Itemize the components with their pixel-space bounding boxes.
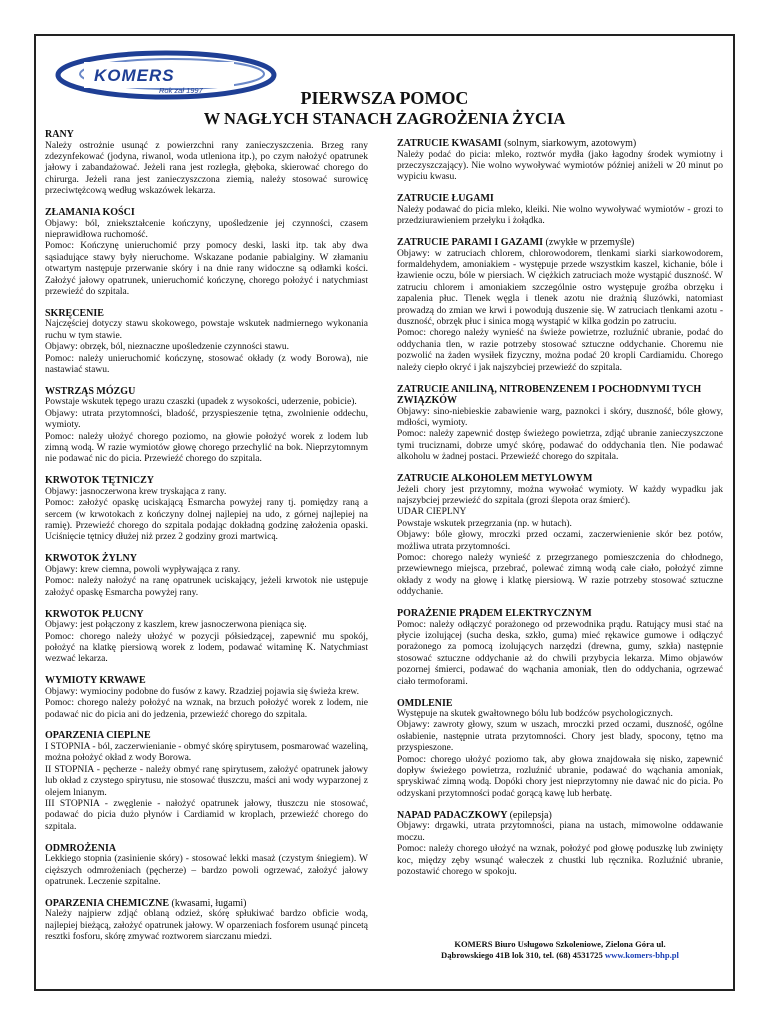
- section-title: [45, 609, 368, 621]
- title-line-2: W NAGŁYCH STANACH ZAGROŻENIA ŻYCIA: [203, 109, 566, 128]
- section-paragraph: Należy najpierw zdjąć oblaną odzież, skórę spłukiwać bardzo obficie wodą, najlepiej bieżącą, założyć opatrunek jałowy. W oparzeniach fosforem usunąć pincetą resztki fosforu, skórę zmywać roztworem siarczanu miedzi.: [45, 909, 368, 943]
- section-paragraph: Pomoc: chorego należy ułożyć w pozycji półsiedzącej, zapewnić mu spokój, położyć na klatkę piersiową worek z lodem, podawać witaminę K. Natychmiast wezwać lekarza.: [45, 631, 368, 665]
- section-subtitle: (solnym, siarkowym, azotowym): [504, 138, 637, 149]
- section-title-text: ZATRUCIE ALKOHOLEM METYLOWYM: [397, 473, 593, 485]
- section-paragraph: Objawy: drgawki, utrata przytomności, piana na ustach, mimowolne oddawanie moczu.: [397, 821, 723, 843]
- section-paragraph: Pomoc: należy unieruchomić kończynę, stosować okłady (z wody Borowa), nie nastawiać stawu.: [45, 353, 368, 375]
- section: [45, 475, 368, 544]
- section-title-text: KRWOTOK PŁUCNY: [45, 608, 144, 620]
- section-title-text: OPARZENIA CIEPLNE: [45, 730, 151, 742]
- section-paragraph: Należy podawać do picia mleko, kleiki. Nie wolno wywoływać wymiotów - grozi to przedziurawieniem przełyku i żołądka.: [397, 204, 723, 227]
- section-subtitle: (zwykłe w przemyśle): [545, 237, 635, 249]
- logo-tagline: Rok zał 1997: [159, 86, 203, 95]
- section-title-text: SKRĘCENIE: [45, 307, 104, 319]
- section-title-text: PORAŻENIE PRĄDEM ELEKTRYCZNYM: [397, 608, 592, 620]
- section-paragraph: Objawy: jasnoczerwona krew tryskająca z rany.: [45, 486, 227, 497]
- section-title-text: ZATRUCIE ŁUGAMI: [397, 193, 494, 205]
- section-paragraph: Objawy: wymiociny podobne do fusów z kawy. Rzadziej pojawia się świeża krew.: [45, 686, 360, 697]
- section: [45, 553, 368, 599]
- section-title: [397, 698, 723, 710]
- section-paragraph: III STOPNIA - zwęglenie - nałożyć opatrunek jałowy, tłuszczu nie stosować, podawać do picia dużo płynów i Cardiamid w kroplach, przewieźć chorego do szpitala.: [45, 798, 368, 832]
- section-title: [397, 138, 723, 150]
- section-title: [397, 193, 723, 205]
- subsection-paragraph: Objawy: bóle głowy, mroczki przed oczami, zaczerwienienie skór bez potów, możliwa utrata przytomności.: [397, 530, 723, 552]
- section-title-text: WSTRZĄS MÓZGU: [45, 385, 136, 397]
- section-title: [45, 207, 368, 219]
- section-paragraph: Objawy: ból, zniekształcenie kończyny, upośledzenie jej czynności, czasem nieprawidłowa ruchomość.: [45, 218, 368, 240]
- section-title-text: NAPAD PADACZKOWY: [397, 809, 508, 821]
- section-title: [397, 473, 723, 485]
- section-paragraph: Pomoc: chorego ułożyć poziomo tak, aby głowa znajdowała się nisko, zapewnić dopływ świeżego powietrza, rozluźnić ubranie, podawać do wąchania amoniak, spryskiwać zimną wodą. Dopóki chory jest nieprzytomny nie dawać nic do picia. Po odzyskani przytomności podać gorącą kawę lub herbatę.: [397, 754, 723, 799]
- section-title: [45, 675, 368, 687]
- section-paragraph: Występuje na skutek gwałtownego bólu lub bodźców psychologicznych.: [397, 709, 673, 720]
- section-paragraph: II STOPNIA - pęcherze - należy obmyć ranę spirytusem, założyć opatrunek jałowy lub okład z czystego spirytusu, nie stosować tłuszczu, maści ani wody wyparzonej z olejem lnianym.: [45, 764, 368, 798]
- section-title: [45, 129, 368, 141]
- section-paragraph: I STOPNIA - ból, zaczerwienianie - obmyć skórę spirytusem, posmarować wazeliną, można położyć okład z wody Borowa.: [45, 741, 368, 764]
- section-title-text: KRWOTOK ŻYLNY: [45, 553, 137, 565]
- contact-footer: [397, 939, 723, 961]
- section: [45, 898, 368, 944]
- poster-title: [36, 88, 733, 129]
- section-paragraph: Najczęściej dotyczy stawu skokowego, powstaje wskutek nadmiernego wykonania ruchu w tym stawie.: [45, 319, 368, 341]
- section-subtitle: (epilepsja): [509, 809, 552, 821]
- section-title: [45, 553, 368, 565]
- section-title: [45, 386, 368, 398]
- section-paragraph: Objawy: sino-niebieskie zabawienie warg, paznokci i skóry, duszność, bóle głowy, mdłości, wymioty.: [397, 406, 723, 428]
- section-paragraph: Pomoc: należy nałożyć na ranę opatrunek uciskający, jeżeli krwotok nie ustępuje założyć opaskę Esmarcha powyżej rany.: [45, 576, 368, 598]
- section-title: [45, 475, 368, 487]
- logo-brand-name: KOMERS: [94, 66, 175, 85]
- right-column: [397, 138, 723, 888]
- section: [45, 675, 368, 721]
- section-title-text: ZATRUCIE ANILINĄ, NITROBENZENEM I POCHODNYMI TYCH ZWIĄZKÓW: [397, 383, 702, 406]
- section-title: [45, 730, 368, 742]
- section: [45, 129, 368, 198]
- footer-line-2: [397, 950, 723, 961]
- section-title-text: WYMIOTY KRWAWE: [45, 675, 146, 687]
- section-paragraph: Pomoc: chorego należy położyć na wznak, na brzuch położyć worek z lodem, nie podawać nic do picia ani do jedzenia, przewieźć chorego do szpitala.: [45, 698, 368, 720]
- section-title-text: ODMROŻENIA: [45, 842, 117, 854]
- section: [45, 207, 368, 298]
- section-subtitle: (kwasami, ługami): [171, 897, 247, 909]
- section-title-text: ZATRUCIE PARAMI I GAZAMI: [397, 237, 544, 249]
- section-title-text: OPARZENIA CHEMICZNE: [45, 897, 169, 909]
- section: [397, 193, 723, 227]
- section-paragraph: Jeżeli chory jest przytomny, można wywołać wymioty. W każdy wypadku jak najszybciej przewieźć do szpitala (grozi ślepota oraz śmierć).: [397, 484, 723, 506]
- section: [397, 608, 723, 688]
- section: [45, 308, 368, 377]
- section-paragraph: Należy ostrożnie usunąć z powierzchni rany zanieczyszczenia. Brzeg rany zdezynfekować (jodyna, riwanol, woda utleniona itp.), po czym nałożyć opatrunek jałowy i zabandażować. Jeżeli rana jest rozległa, głęboka, skierować chorego do chirurga. Jeżeli rana jest zanieczyszczona ziemią, należy stosować surowicę przeciwtężcową według wskazówek lekarza.: [45, 140, 368, 197]
- section-paragraph: Pomoc: założyć opaskę uciskającą Esmarcha powyżej rany tj. pomiędzy raną a sercem (w krwotokach z kończyny dolnej najlepiej na udo, z górnej najlepiej na ramię). Przewieźć chorego do szpitala podając dokładną godzinę założenia opaski. Uciśnięcie tętnicy dłużej niż przez 2 godziny grozi martwicą.: [45, 498, 368, 543]
- subsection-paragraph: Pomoc: chorego należy wynieść z przegrzanego pomieszczenia do chłodnego, przewiewnego miejsca, przebrać, polewać zimną wodą całe ciało, położyć zimne okłady z wody na głowę i klatkę piersiową. W razie potrzeby stosować sztuczne oddychanie.: [397, 552, 723, 598]
- section-paragraph: Pomoc: należy odłączyć porażonego od przewodnika prądu. Ratujący musi stać na płycie izolującej (sucha deska, szkło, guma) mieć rękawice gumowe i odłączyć porażonego za pomocą izolujących narzędzi (drewna, gumy, szkła) następnie stosować sztuczne oddychanie aż do chwili przybycia lekarza. Mimo objawów pozornej śmierci, podawać do wąchania amoniak, tlen do oddychania, ogrzewać ciało termoforami.: [397, 619, 723, 687]
- section-title: [397, 810, 723, 822]
- section-title: [45, 843, 368, 855]
- section-paragraph: Objawy: utrata przytomności, bladość, przyspieszenie tętna, zwolnienie oddechu, wymioty.: [45, 408, 368, 431]
- section-title: [397, 237, 723, 249]
- website-link[interactable]: www.komers-bhp.pl: [604, 950, 679, 960]
- section-paragraph: Pomoc: należy chorego ułożyć na wznak, położyć pod głowę poduszkę lub zwinięty koc, między zęby wsunąć wałeczek z chustki lub ręcznika. Rozluźnić ubranie, pozostawić chorego w spokoju.: [397, 844, 723, 877]
- section-paragraph: Objawy: krew ciemna, powoli wypływająca z rany.: [45, 564, 241, 575]
- footer-address: Dąbrowskiego 41B lok 310, tel. (68) 4531725: [441, 950, 603, 960]
- section-paragraph: Objawy: obrzęk, ból, nieznaczne upośledzenie czynności stawu.: [45, 342, 290, 353]
- footer-line-1: KOMERS Biuro Usługowo Szkoleniowe, Zielona Góra ul.: [454, 939, 666, 949]
- subsection-title: UDAR CIEPLNY: [397, 507, 467, 518]
- section-title: [397, 384, 723, 407]
- section: [397, 384, 723, 464]
- section-paragraph: Pomoc: Kończynę unieruchomić przy pomocy deski, laski itp. tak aby dwa sąsiadujące stawy były nieruchome. Wskazane podanie pabialginy. W złamaniu otwartym następuje przerwanie skóry i na dnie rany widoczne są odłamki kości. Założyć jałowy opatrunek, unieruchomić kończynę, chorego położyć i natychmiast przewieźć do szpitala.: [45, 241, 368, 297]
- section-title-text: OMDLENIE: [397, 697, 453, 709]
- left-column: [45, 129, 368, 953]
- section-title-text: ZATRUCIE KWASAMI: [397, 138, 502, 149]
- section-paragraph: Należy podać do picia: mleko, roztwór mydła (jako łagodny środek wymiotny i przeczyszczający). Nie wolno wywoływać wymiotów później aniżeli w 20 minut po wypiciu kwasu.: [397, 149, 723, 183]
- section: [45, 843, 368, 889]
- section-title-text: RANY: [45, 129, 74, 140]
- section-paragraph: Lekkiego stopnia (zasinienie skóry) - stosować lekki masaż (czystym śniegiem). W cięższych odmrożeniach (pęcherze) – bardzo powoli ogrzewać, założyć jałowy opatrunek. Leczenie szpitalne.: [45, 854, 368, 887]
- section: [397, 138, 723, 184]
- subsection-paragraph: Powstaje wskutek przegrzania (np. w hutach).: [397, 518, 572, 529]
- first-aid-poster: [34, 34, 735, 991]
- section: [397, 237, 723, 374]
- section: [45, 609, 368, 666]
- section-title: [45, 898, 368, 910]
- section-paragraph: Objawy: jest połączony z kaszlem, krew jasnoczerwona pieniąca się.: [45, 620, 307, 631]
- section-paragraph: Pomoc: należy zapewnić dostęp świeżego powietrza, zdjąć ubranie zanieczyszczone tymi truciznami, dobrze umyć skórę, podawać do oddychania tlen. Nie podawać alkoholu w żadnej postaci. Przewieźć chorego do szpitala.: [397, 429, 723, 463]
- section: [397, 810, 723, 879]
- section: [45, 386, 368, 466]
- section-title-text: ZŁAMANIA KOŚCI: [45, 207, 135, 219]
- section: [45, 730, 368, 833]
- section-paragraph: Objawy: zawroty głowy, szum w uszach, mroczki przed oczami, duszność, ogólne osłabienie, następnie utrata przytomności. Chory jest blady, spocony, tętno ma przyspieszone.: [397, 720, 723, 754]
- section-title: [45, 308, 368, 320]
- section-title: [397, 608, 723, 620]
- section-paragraph: Objawy: w zatruciach chlorem, chlorowodorem, tlenkami siarki siarkowodorem, formaldehydem, amoniakiem - występuje przede wszystkim kaszel, kichanie, bóle i łzawienie oczu, bóle w piersiach. W ciężkich zatruciach może wystąpić duszność. W zatruciu chlorem i amoniakiem szczególnie ostro występuje groźba obrzęku i zapalenia płuc. Tlenek węgla i tlenek azotu nie drażnią śluzówki, natomiast prowadzą do zmian we krwi i powodują duszenie się. W zatruciach tlenkami azotu - duszność, obrzęk płuc i sinica mogą wystąpić w kilka godzin po zatruciu.: [397, 248, 723, 327]
- section-paragraph: Powstaje wskutek tępego urazu czaszki (upadek z wysokości, uderzenie, pobicie).: [45, 397, 357, 408]
- section-title-text: KRWOTOK TĘTNICZY: [45, 475, 155, 487]
- section: [397, 473, 723, 599]
- section-paragraph: Pomoc: należy ułożyć chorego poziomo, na głowie położyć worek z lodem lub zimną wodą. W razie wymiotów głowę chorego przechylić na bok. Nieprzytomnym nie podawać nic do picia. Przewieźć chorego do szpitala.: [45, 431, 368, 465]
- title-line-1: PIERWSZA POMOC: [300, 88, 469, 108]
- section: [397, 698, 723, 801]
- section-paragraph: Pomoc: chorego należy wynieść na świeże powietrze, rozluźnić ubranie, podać do oddychania tlen, w razie potrzeby stosować sztuczne oddychanie. Choremu nie pozwolić na żaden wysiłek fizyczny, można podać 20 kropli Cardiamidu. Chorego należy ciepło okryć i jak najszybciej przewieźć do szpitala.: [397, 328, 723, 373]
